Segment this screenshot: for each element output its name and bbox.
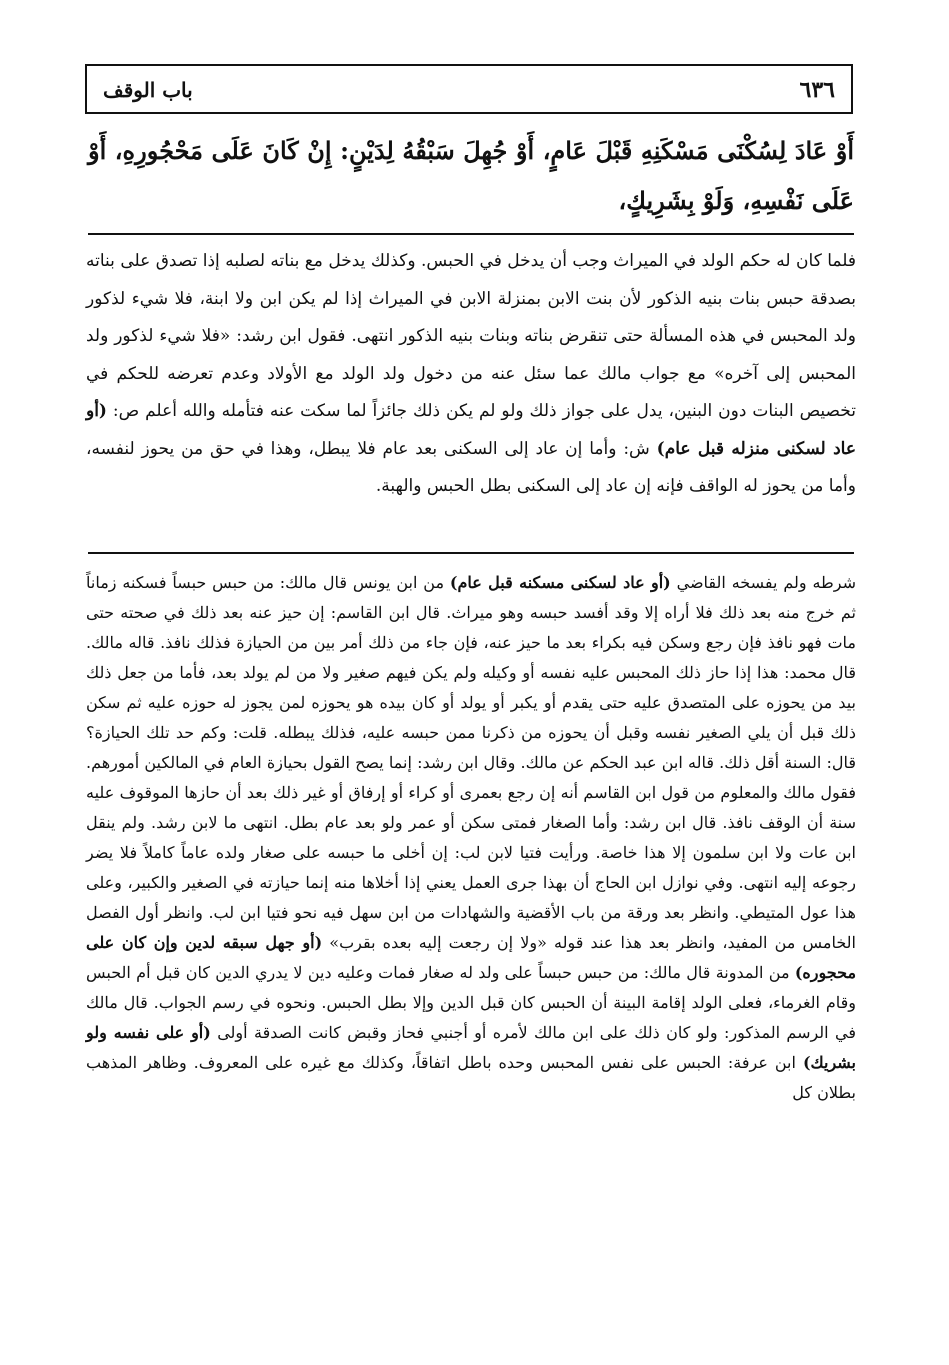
- hashiya-paragraph: [86, 568, 856, 1108]
- sharh-commentary: [86, 243, 856, 506]
- hashiya-text: ابن عرفة: الحبس على نفس المحبس وحده باطل اتفاقاً، وكذلك مع غيره على المعروف. وظاهر المذهب بطلان كل: [86, 1053, 856, 1102]
- hashiya-text: شرطه ولم يفسخه القاضي: [670, 573, 856, 592]
- hashiya-text: من ابن يونس قال مالك: من حبس حبساً فسكنه زماناً ثم خرج منه بعد ذلك فلا أراه إلا وقد أفسد حبسه وهو ميراث. قال ابن القاسم: إن حيز عنه بعد ذلك في صحته حتى مات فهو نافذ فإن رجع وسكن فيه بكراء بعد ما حيز عنه، فإن جاء من ذلك أمر بين من الحيازة فذلك نافذ. قاله مالك. قال محمد: هذا إذا حاز ذلك المحبس عليه نفسه أو وكيله ولم يكن فيهم صغير ولا من لم يولد بعد، فأما من جعل ذلك بيد من يحوزه على المتصدق عليه حتى يقدم أو يكبر أو يولد أو كان بيده هو يحوزه لمن يجوز له حوزه عليه ثم سكن ذلك قبل أن يلي الصغير نفسه وقبل أن يحوزه من ذكرنا ممن حبسه عليه، فذلك يبطله. قلت: وكم حد تلك الحيازة؟ قال: السنة أقل ذلك. قاله ابن عبد الحكم عن مالك. وقال ابن رشد: إنما يصح القول بحيازة العام في المالكين أمورهم. فقول مالك والمعلوم من قول ابن القاسم أنه إن رجع بعمرى أو كراء أو إرفاق أو غير ذلك بعد أن حازها الموقوف عليه سنة أن الوقف نافذ. قال ابن رشد: وأما الصغار فمتى سكن أو عمر ولو بعد عام بطل. انتهى ما لابن رشد. ولم ينقل ابن عات ولا ابن سلمون إلا هذا خاصة. ورأيت فتيا لابن لب: إن أخلى ما حبسه على صغار ولده عاماً كاملاً فلا يضر رجوعه إليه انتهى. وفي نوازل ابن الحاج أن بهذا جرى العمل يعني إذا أخلاها منه إنما حيازته في الصغير والكبير، وعلى هذا عول المتيطي. وانظر بعد ورقة من باب الأقضية والشهادات من ابن سهل فيه نحو فتيا ابن لب. وانظر أول الفصل الخامس من المفيد، وانظر بعد هذا عند قوله «ولا إن رجعت إليه بعده بقرب»: [86, 573, 857, 952]
- hashiya-quote: (أو على نفسه ولو بشريك): [86, 1023, 856, 1072]
- sharh-text: ش: وأما إن عاد إلى السكنى بعد عام فلا يبطل، وهذا في حق من يحوز لنفسه، وأما من يحوز له الواقف فإنه إن عاد إلى السكنى بطل الحبس والهبة.: [86, 438, 856, 496]
- page-header: [85, 64, 853, 114]
- divider-matn: [88, 233, 854, 235]
- hashiya-quote: (أو جهل سبقه لدين وإن كان على محجوره): [86, 933, 857, 982]
- chapter-title: باب الوقف: [103, 78, 193, 102]
- hashiya-quote: (أو عاد لسكنى مسكنه قبل عام): [449, 573, 671, 592]
- divider-sharh: [88, 552, 854, 554]
- hashiya-footnote: [86, 568, 856, 1108]
- sharh-quote: (أو عاد لسكنى منزله قبل عام): [86, 401, 856, 459]
- page-number: ٦٣٦: [799, 77, 835, 103]
- hashiya-text: من المدونة قال مالك: من حبس حبساً على ولد له صغار فمات وعليه دين لا يدري الدين كان قبل أم الحبس وقام الغرماء، فعلى الولد إقامة البينة أن الحبس كان قبل الدين وإلا بطل الحبس. ونحوه في رسم الجواب. قال مالك في الرسم المذكور: ولو كان ذلك على ابن مالك لأمره أو أجنبي فحاز وقبض كانت الصدقة أولى: [86, 963, 856, 1042]
- sharh-paragraph: [86, 243, 856, 506]
- matn-text: أَوْ عَادَ لِسُكْنَى مَسْكَنِهِ قَبْلَ عَامٍ، أَوْ جُهِلَ سَبْقُهُ لِدَيْنٍ: إِنْ كَانَ عَلَى مَحْجُورِهِ، أَوْ عَلَى نَفْسِهِ، وَلَوْ بِشَرِيكٍ،: [88, 136, 854, 215]
- sharh-text: فلما كان له حكم الولد في الميراث وجب أن يدخل في الحبس. وكذلك يدخل مع بناته لصلبه إذا تصدق على بناته بصدقة حبس بنات بنيه الذكور لأن بنت الابن بمنزلة الابن في الميراث إذا لم يكن ابن ولا ابنة، فلا شيء لذكور ولد المحبس في هذه المسألة حتى تنقرض بناته وبنات بنيه الذكور انتهى. فقول ابن رشد: «فلا شيء لذكور ولد المحبس إلى آخره» مع جواب مالك عما سئل عنه من دخول ولد الولد مع الأولاد وعدم تعرضه للحكم في تخصيص البنات دون البنين، يدل على جواز ذلك ولو لم يكن ذلك جائزاً لما سكت عنه فتأمله والله أعلم ص:: [86, 251, 856, 421]
